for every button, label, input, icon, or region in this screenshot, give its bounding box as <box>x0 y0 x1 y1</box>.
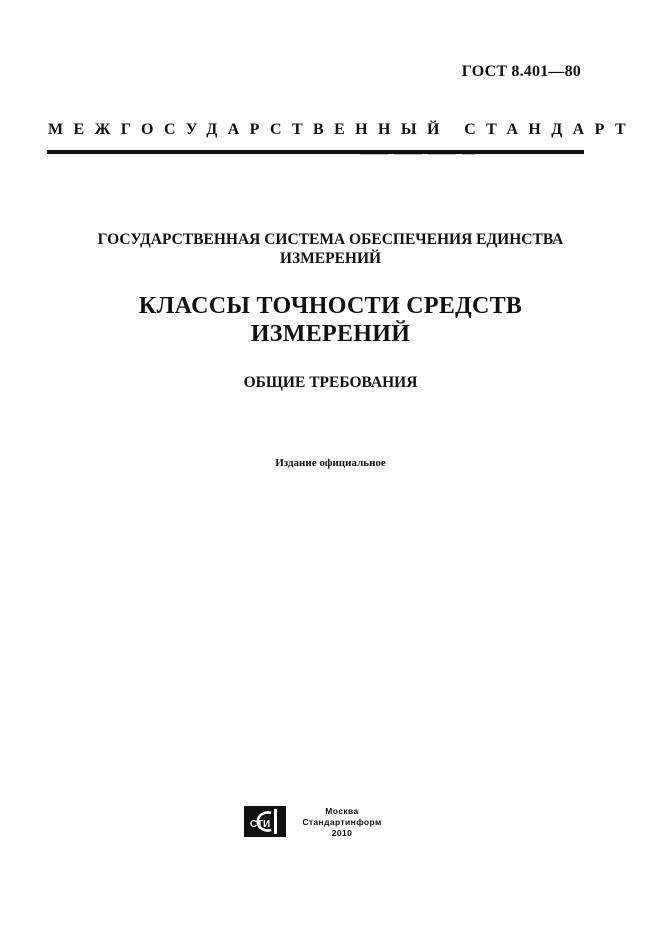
standard-type-heading: МЕЖГОСУДАРСТВЕННЫЙ СТАНДАРТ <box>48 121 637 138</box>
main-title-line-2: ИЗМЕРЕНИЙ <box>250 321 411 347</box>
publisher-text <box>290 806 394 839</box>
header-divider <box>47 150 584 154</box>
main-title <box>40 292 621 348</box>
system-title-line-2: ИЗМЕРЕНИЙ <box>279 250 382 267</box>
divider-scan-marks <box>360 154 475 155</box>
system-title-line-1: ГОСУДАРСТВЕННАЯ СИСТЕМА ОБЕСПЕЧЕНИЯ ЕДИНСТВА <box>97 231 564 248</box>
edition-note: Издание официальное <box>275 457 386 469</box>
standartinform-logo-icon <box>244 806 286 837</box>
publication-year: 2010 <box>331 828 353 838</box>
logo-lettering: СТИ <box>249 819 271 830</box>
publisher-block <box>244 806 394 838</box>
publisher-name: Стандартинформ <box>302 817 382 827</box>
publisher-city: Москва <box>325 806 359 816</box>
main-title-line-1: КЛАССЫ ТОЧНОСТИ СРЕДСТВ <box>138 293 523 319</box>
system-title <box>40 230 621 268</box>
subtitle: ОБЩИЕ ТРЕБОВАНИЯ <box>243 374 418 391</box>
document-number: ГОСТ 8.401—80 <box>461 63 581 80</box>
